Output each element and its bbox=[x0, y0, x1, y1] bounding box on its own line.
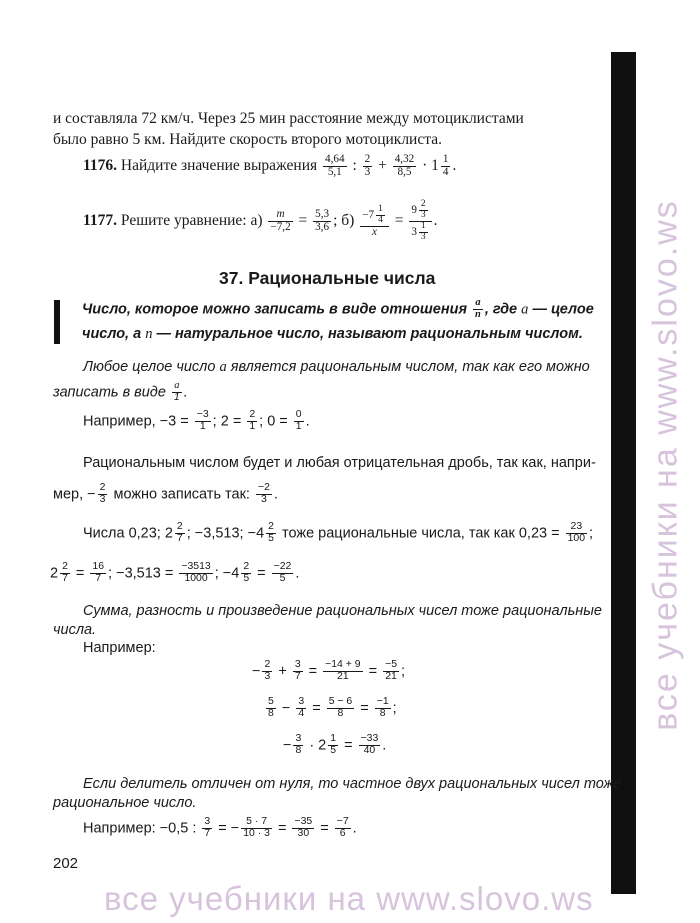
page-binding-shadow bbox=[611, 52, 636, 894]
fraction: $\frac{3}{8}$ bbox=[295, 733, 302, 756]
complex-fraction: 9 $\frac{2}{3}$ 3 $\frac{1}{3}$ bbox=[409, 200, 431, 243]
definition-line-2: число, а n — натуральное число, называют рациональным числом. bbox=[82, 326, 583, 342]
problem-1177 bbox=[83, 200, 438, 243]
operator: + bbox=[378, 156, 387, 174]
fraction: $\frac{5,3}{3,6}$ bbox=[315, 208, 330, 233]
problem-number: 1176. bbox=[83, 156, 118, 174]
punct: . bbox=[433, 211, 438, 229]
equation-2: $\frac{5}{8}$ − $\frac{3}{4}$ = $\frac{5 - 6}{8}$ = $\frac{-1}{8}$ ; bbox=[268, 696, 397, 719]
fraction: $\frac{0}{1}$ bbox=[295, 409, 302, 432]
problem-1176 bbox=[83, 154, 456, 178]
paragraph-2-line-1: Рациональным числом будет и любая отрицательная дробь, так как, напри- bbox=[83, 455, 596, 471]
problem-number: 1177. bbox=[83, 211, 118, 229]
fraction: $\frac{3}{7}$ bbox=[204, 816, 211, 839]
fraction: $\frac{5 - 6}{8}$ bbox=[328, 696, 353, 719]
section-title: 37. Рациональные числа bbox=[219, 268, 436, 288]
fraction: $\frac{2}{7}$ bbox=[176, 521, 183, 544]
definition-line-1: Число, которое можно записать в виде отношения $\frac{a}{n}$ , где a — целое bbox=[82, 297, 594, 320]
example-1: Например, −3 = $\frac{-3}{1}$ ; 2 = $\frac{2}{1}$ ; 0 = $\frac{0}{1}$ . bbox=[83, 409, 310, 432]
fraction: $\frac{-22}{5}$ bbox=[273, 561, 292, 584]
fraction: $\frac{16}{7}$ bbox=[92, 561, 105, 584]
example-label: Например: bbox=[83, 640, 156, 656]
fraction: $\frac{2}{3}$ bbox=[364, 153, 371, 178]
equation-1: − $\frac{2}{3}$ + $\frac{3}{7}$ = $\frac{-14 + 9}{21}$ = $\frac{-5}{21}$ ; bbox=[252, 659, 406, 682]
paragraph-1-line-1: Любое целое число a является рациональным числом, так как его можно bbox=[83, 359, 590, 375]
fraction: $\frac{4,64}{5,1}$ bbox=[325, 153, 345, 178]
example-last: Например: −0,5 : $\frac{3}{7}$ = − $\frac{5 \cdot 7}{10 \cdot 3}$ = $\frac{-35}{30}$ = $\frac{-7}{6}$ . bbox=[83, 816, 357, 839]
fraction: $\frac{3}{7}$ bbox=[294, 659, 301, 682]
fraction: $\frac{-3}{1}$ bbox=[196, 409, 209, 432]
fraction: $\frac{-3513}{1000}$ bbox=[181, 561, 211, 584]
paragraph-3-line-2: 2 $\frac{2}{7}$ = $\frac{16}{7}$ ; −3,513 = $\frac{-3513}{1000}$ ; −4 $\frac{2}{5}$ = $\frac{-22}{5}$ . bbox=[50, 561, 300, 584]
fraction: $\frac{3}{4}$ bbox=[298, 696, 305, 719]
fraction: $\frac{2}{3}$ bbox=[99, 482, 106, 505]
fraction: $\frac{-1}{8}$ bbox=[376, 696, 389, 719]
paragraph-5-line-2: рациональное число. bbox=[53, 795, 197, 811]
operator: = bbox=[298, 211, 308, 229]
complex-fraction: −7 $\frac{1}{4}$ x bbox=[360, 205, 389, 239]
separator: ; б) bbox=[333, 211, 355, 229]
fraction: $\frac{5}{8}$ bbox=[268, 696, 274, 719]
fraction: $\frac{2}{5}$ bbox=[243, 561, 250, 584]
definition-marker bbox=[54, 300, 60, 344]
fraction: $\frac{a}{n}$ bbox=[475, 297, 481, 320]
intro-line-2: было равно 5 км. Найдите скорость второго мотоциклиста. bbox=[53, 131, 442, 148]
fraction: $\frac{5 \cdot 7}{10 \cdot 3}$ bbox=[243, 816, 270, 839]
fraction: $\frac{4,32}{8,5}$ bbox=[394, 153, 415, 178]
punct: . bbox=[452, 156, 457, 174]
fraction: $\frac{2}{7}$ bbox=[62, 561, 68, 584]
fraction: $\frac{1}{4}$ bbox=[442, 153, 449, 178]
fraction: $\frac{2}{1}$ bbox=[249, 409, 256, 432]
paragraph-2-line-2: мер, − $\frac{2}{3}$ можно записать так: $\frac{-2}{3}$ . bbox=[53, 482, 278, 505]
paragraph-5-line-1: Если делитель отличен от нуля, то частное двух рациональных чисел тоже bbox=[83, 776, 622, 792]
operator: : bbox=[352, 156, 357, 174]
fraction: $\frac{-14 + 9}{21}$ bbox=[325, 659, 361, 682]
fraction: $\frac{2}{5}$ bbox=[268, 521, 274, 544]
paragraph-4-line-1: Сумма, разность и произведение рациональных чисел тоже рациональные bbox=[83, 603, 602, 619]
paragraph-3-line-1: Числа 0,23; 2 $\frac{2}{7}$ ; −3,513; −4 $\frac{2}{5}$ тоже рациональные числа, так как 0,23 = $\frac{23}{100}$ ; bbox=[83, 521, 594, 544]
fraction: $\frac{-2}{3}$ bbox=[257, 482, 270, 505]
equation-3: − $\frac{3}{8}$ · 2 $\frac{1}{5}$ = $\frac{-33}{40}$ . bbox=[283, 733, 387, 756]
page-number: 202 bbox=[53, 855, 79, 872]
fraction: $\frac{2}{3}$ bbox=[264, 659, 271, 682]
watermark-side: все учебники на www.slovo.ws bbox=[646, 199, 685, 731]
paragraph-1-line-2: записать в виде $\frac{a}{1}$ . bbox=[53, 380, 188, 403]
problem-text: Решите уравнение: а) bbox=[120, 211, 263, 229]
paragraph-4-line-2: числа. bbox=[53, 622, 97, 638]
watermark-bottom: все учебники на www.slovo.ws bbox=[104, 880, 594, 917]
intro-line-1: и составляла 72 км/ч. Через 25 мин расстояние между мотоциклистами bbox=[53, 110, 524, 127]
fraction: $\frac{-5}{21}$ bbox=[385, 659, 397, 682]
fraction: $\frac{a}{1}$ bbox=[173, 380, 180, 403]
fraction: $\frac{-33}{40}$ bbox=[360, 733, 379, 756]
fraction: $\frac{-35}{30}$ bbox=[294, 816, 313, 839]
fraction: $\frac{1}{5}$ bbox=[330, 733, 337, 756]
operator: = bbox=[394, 211, 404, 229]
fraction: $\frac{m}{-7,2}$ bbox=[270, 208, 291, 233]
fraction: $\frac{23}{100}$ bbox=[567, 521, 586, 544]
problem-text: Найдите значение выражения bbox=[120, 156, 318, 174]
operator: · 1 bbox=[422, 156, 439, 174]
fraction: $\frac{-7}{6}$ bbox=[336, 816, 349, 839]
